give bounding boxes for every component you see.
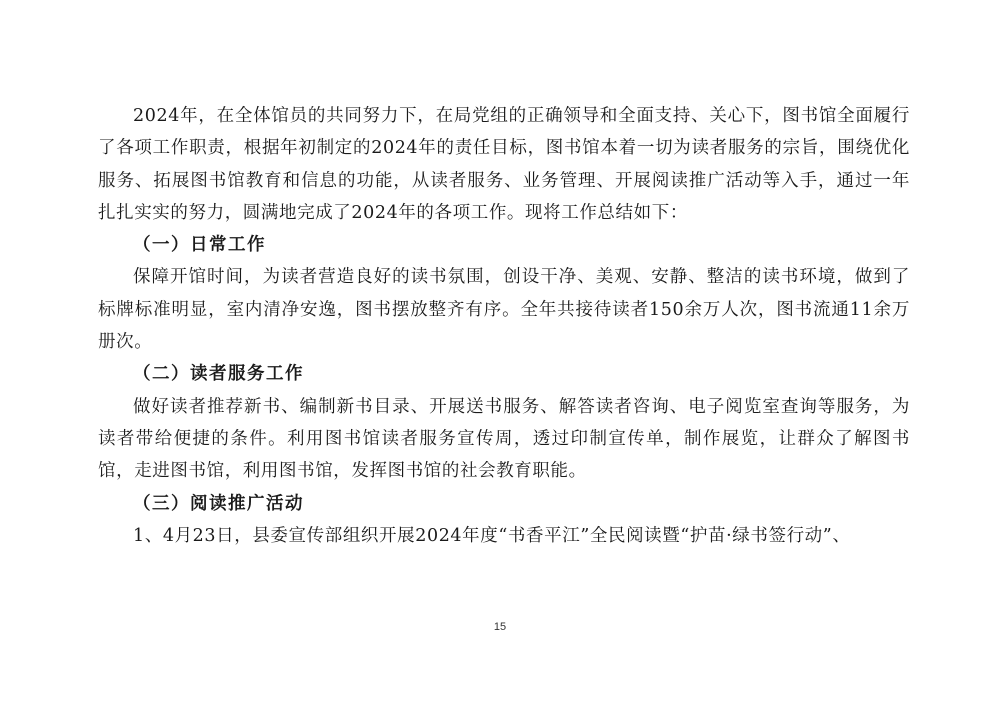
page-number: 15: [493, 621, 507, 633]
daily-work-paragraph: 保障开馆时间，为读者营造良好的读书氛围，创设干净、美观、安静、整洁的读书环境，做到了标牌标准明显，室内清净安逸，图书摆放整齐有序。全年共接待读者150余万人次，图书流通11余万册次。: [98, 267, 910, 353]
section-heading-reader-service: （二）读者服务工作: [133, 364, 304, 385]
activity-item-1: 1、4月23日，县委宣传部组织开展2024年度“书香平江”全民阅读暨“护苗·绿书签行动”、: [133, 525, 851, 546]
section-heading-reading-promotion: （三）阅读推广活动: [133, 493, 304, 514]
document-body: [98, 100, 910, 552]
reader-service-paragraph: 做好读者推荐新书、编制新书目录、开展送书服务、解答读者咨询、电子阅览室查询等服务，为读者带给便捷的条件。利用图书馆读者服务宣传周，透过印制宣传单，制作展览，让群众了解图书馆，走进图书馆，利用图书馆，发挥图书馆的社会教育职能。: [98, 396, 910, 482]
section-heading-daily-work: （一）日常工作: [133, 235, 266, 256]
intro-paragraph: 2024年，在全体馆员的共同努力下，在局党组的正确领导和全面支持、关心下，图书馆全面履行了各项工作职责，根据年初制定的2024年的责任目标，图书馆本着一切为读者服务的宗旨，围绕优化服务、拓展图书馆教育和信息的功能，从读者服务、业务管理、开展阅读推广活动等入手，通过一年扎扎实实的努力，圆满地完成了2024年的各项工作。现将工作总结如下：: [98, 106, 910, 223]
